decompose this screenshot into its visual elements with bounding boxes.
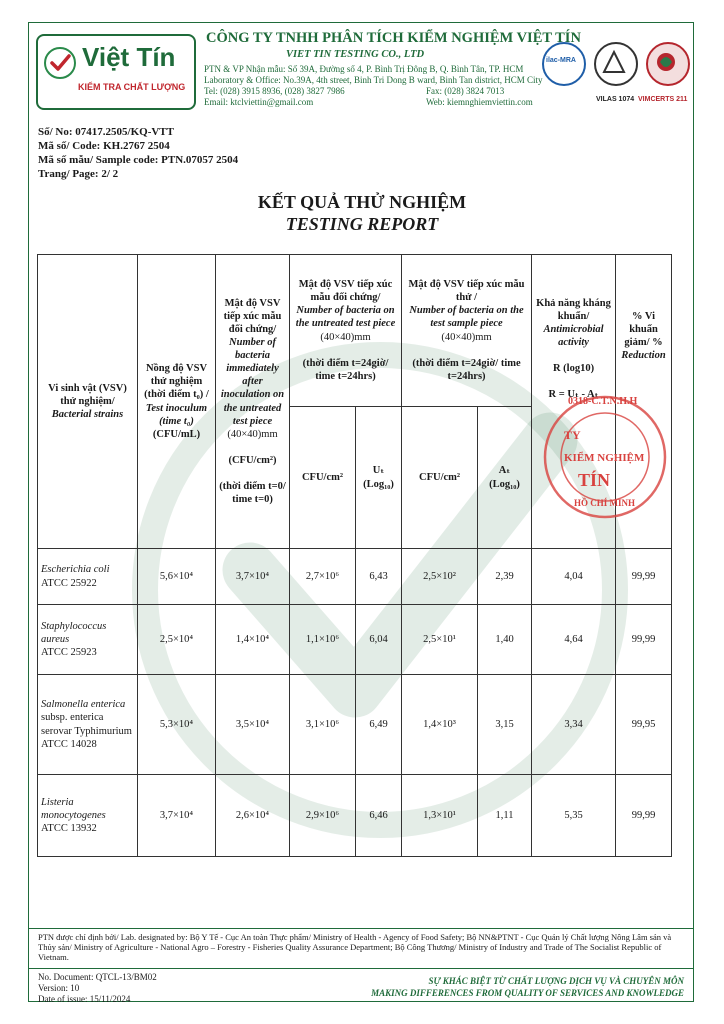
- header-reduction: % Vi khuẩn giảm/ % Reduction: [616, 255, 672, 549]
- document-version: Version: 10: [38, 983, 80, 993]
- address-vn: PTN & VP Nhận mẫu: Số 39A, Đường số 4, P. Bình Trị Đông B, Q. Bình Tân, TP. HCM: [204, 64, 524, 74]
- stamp-line3: TÍN: [578, 470, 611, 490]
- test-t24-cell: 1,3×10¹: [402, 775, 478, 857]
- table-row: [38, 605, 672, 675]
- website: Web: kiemnghiemviettin.com: [426, 97, 533, 107]
- fax: Fax: (028) 3824 7013: [426, 86, 505, 96]
- header-strain: Vi sinh vật (VSV) thử nghiệm/ Bacterial strains: [38, 255, 138, 549]
- ut-cell: 6,43: [356, 549, 402, 605]
- test-t24-cell: 2,5×10¹: [402, 605, 478, 675]
- report-title-vn: KẾT QUẢ THỬ NGHIỆM: [257, 192, 467, 212]
- reduction-cell: 99,99: [616, 775, 672, 857]
- slogan-en: MAKING DIFFERENCES FROM QUALITY OF SERVICES AND KNOWLEDGE: [371, 988, 684, 998]
- strain-cell: Listeria monocytogenes ATCC 13932: [38, 775, 138, 857]
- footer-divider: [28, 928, 694, 929]
- header-test-t24: Mật độ VSV tiếp xúc mẫu thử / Number of bacteria on the test sample piece (40×40)mm (thời điểm t=24giờ/ time t=24hrs): [402, 255, 532, 407]
- inoculum-cell: 5,6×10⁴: [138, 549, 216, 605]
- test-t24-cell: 1,4×10³: [402, 675, 478, 775]
- brand-tagline: KIỂM TRA CHẤT LƯỢNG: [78, 82, 186, 92]
- header-ut: Uₜ (Log₁₀): [356, 407, 402, 549]
- control-t24-cell: 2,9×10⁶: [290, 775, 356, 857]
- control-t24-cell: 1,1×10⁶: [290, 605, 356, 675]
- accreditation-logos: [542, 40, 688, 110]
- company-name-vn: CÔNG TY TNHH PHÂN TÍCH KIỂM NGHIỆM VIỆT TÍN: [206, 30, 581, 46]
- ut-cell: 6,04: [356, 605, 402, 675]
- header-control-t24: Mật độ VSV tiếp xúc mẫu đối chứng/ Number of bacteria on the untreated test piece (40×40)mm (thời điểm t=24giờ/ time t=24hrs): [290, 255, 402, 407]
- footer-divider-2: [28, 968, 694, 969]
- control-t24-cell: 3,1×10⁶: [290, 675, 356, 775]
- control-t24-cell: 2,7×10⁶: [290, 549, 356, 605]
- control-t0-cell: 2,6×10⁴: [216, 775, 290, 857]
- report-number: Số/ No: 07417.2505/KQ-VTT: [38, 126, 174, 138]
- reduction-cell: 99,99: [616, 605, 672, 675]
- lab-designation: PTN được chỉ định bởi/ Lab. designated by: Bộ Y Tế - Cục An toàn Thực phẩm/ Ministry of Health - Agency of Food Safety; Bộ NN&PTNT - Cục Quản lý Chất lượng Nông Lâm sản và Thủy sản/ Ministry of Agriculture - National Agro – Forestry - Fisheries Quality Assurance Department; Bộ Công Thương/ Ministry of Industry and Trade of The Socialist Republic of Vietnam.: [38, 932, 672, 962]
- r-cell: 4,04: [532, 549, 616, 605]
- at-cell: 1,11: [478, 775, 532, 857]
- address-en: Laboratory & Office: No.39A, 4th street, Binh Tri Dong B ward, Binh Tan district, HCM City: [204, 75, 543, 85]
- stamp-line1: TY: [564, 428, 581, 442]
- company-logo: [36, 34, 196, 110]
- sample-code: Mã số mẫu/ Sample code: PTN.07057 2504: [38, 154, 239, 166]
- report-title-en: TESTING REPORT: [285, 214, 439, 234]
- vimcerts-icon: [646, 42, 690, 86]
- vilas-icon: [594, 42, 638, 86]
- company-name-en: VIET TIN TESTING CO., LTD: [286, 49, 425, 60]
- results-table: [37, 254, 672, 857]
- strain-cell: Salmonella enterica subsp. enterica serovar Typhimurium ATCC 14028: [38, 675, 138, 775]
- control-t0-cell: 1,4×10⁴: [216, 605, 290, 675]
- vimcerts-label: VIMCERTS 211: [638, 96, 688, 103]
- header-control-t0: Mật độ VSV tiếp xúc mẫu đối chứng/ Number of bacteria immediately after inoculation on the untreated test piece (40×40)mm (CFU/cm²) (thời điểm t=0/ time t=0): [216, 255, 290, 549]
- inoculum-cell: 5,3×10⁴: [138, 675, 216, 775]
- vilas-label: VILAS 1074: [596, 96, 635, 103]
- table-row: [38, 775, 672, 857]
- strain-cell: Escherichia coli ATCC 25922: [38, 549, 138, 605]
- control-t0-cell: 3,7×10⁴: [216, 549, 290, 605]
- customer-code: Mã số/ Code: KH.2767 2504: [38, 140, 170, 152]
- inoculum-cell: 2,5×10⁴: [138, 605, 216, 675]
- stamp-line4: HỒ CHÍ MINH: [574, 498, 636, 508]
- r-cell: 3,34: [532, 675, 616, 775]
- at-cell: 2,39: [478, 549, 532, 605]
- header-antimicrobial: Khả năng kháng khuẩn/ Antimicrobial activity R (log10) R = Uₜ - Aₜ: [532, 255, 616, 549]
- header-at: Aₜ (Log₁₀): [478, 407, 532, 549]
- stamp-line2: KIỂM NGHIỆM: [564, 452, 645, 464]
- stamp-ring-text: 0318-C.T.N.H.H: [568, 396, 638, 407]
- email: Email: ktclviettin@gmail.com: [204, 97, 314, 107]
- ut-cell: 6,46: [356, 775, 402, 857]
- document-number: No. Document: QTCL-13/BM02: [38, 972, 157, 982]
- header-cfu-test: CFU/cm²: [402, 407, 478, 549]
- header-cfu-control: CFU/cm²: [290, 407, 356, 549]
- tel: Tel: (028) 3915 8936, (028) 3827 7986: [204, 86, 345, 96]
- header-inoculum: Nồng độ VSV thử nghiệm (thời điểm t₀) / Test inoculum (time t₀) (CFU/mL): [138, 255, 216, 549]
- slogan-vn: SỰ KHÁC BIỆT TỪ CHẤT LƯỢNG DỊCH VỤ VÀ CHUYÊN MÔN: [428, 976, 684, 986]
- reduction-cell: 99,99: [616, 549, 672, 605]
- r-cell: 5,35: [532, 775, 616, 857]
- check-icon: [43, 46, 77, 80]
- at-cell: 3,15: [478, 675, 532, 775]
- strain-cell: Staphylococcus aureus ATCC 25923: [38, 605, 138, 675]
- letterhead: [28, 22, 694, 114]
- ilac-mra-icon: ilac-MRA: [542, 42, 586, 86]
- test-t24-cell: 2,5×10²: [402, 549, 478, 605]
- page-number: Trang/ Page: 2/ 2: [38, 168, 119, 180]
- inoculum-cell: 3,7×10⁴: [138, 775, 216, 857]
- issue-date: Date of issue: 15/11/2024: [38, 994, 131, 1004]
- reduction-cell: 99,95: [616, 675, 672, 775]
- r-cell: 4,64: [532, 605, 616, 675]
- table-row: [38, 675, 672, 775]
- ut-cell: 6,49: [356, 675, 402, 775]
- brand-name: Việt Tín: [82, 42, 176, 72]
- table-row: [38, 549, 672, 605]
- control-t0-cell: 3,5×10⁴: [216, 675, 290, 775]
- at-cell: 1,40: [478, 605, 532, 675]
